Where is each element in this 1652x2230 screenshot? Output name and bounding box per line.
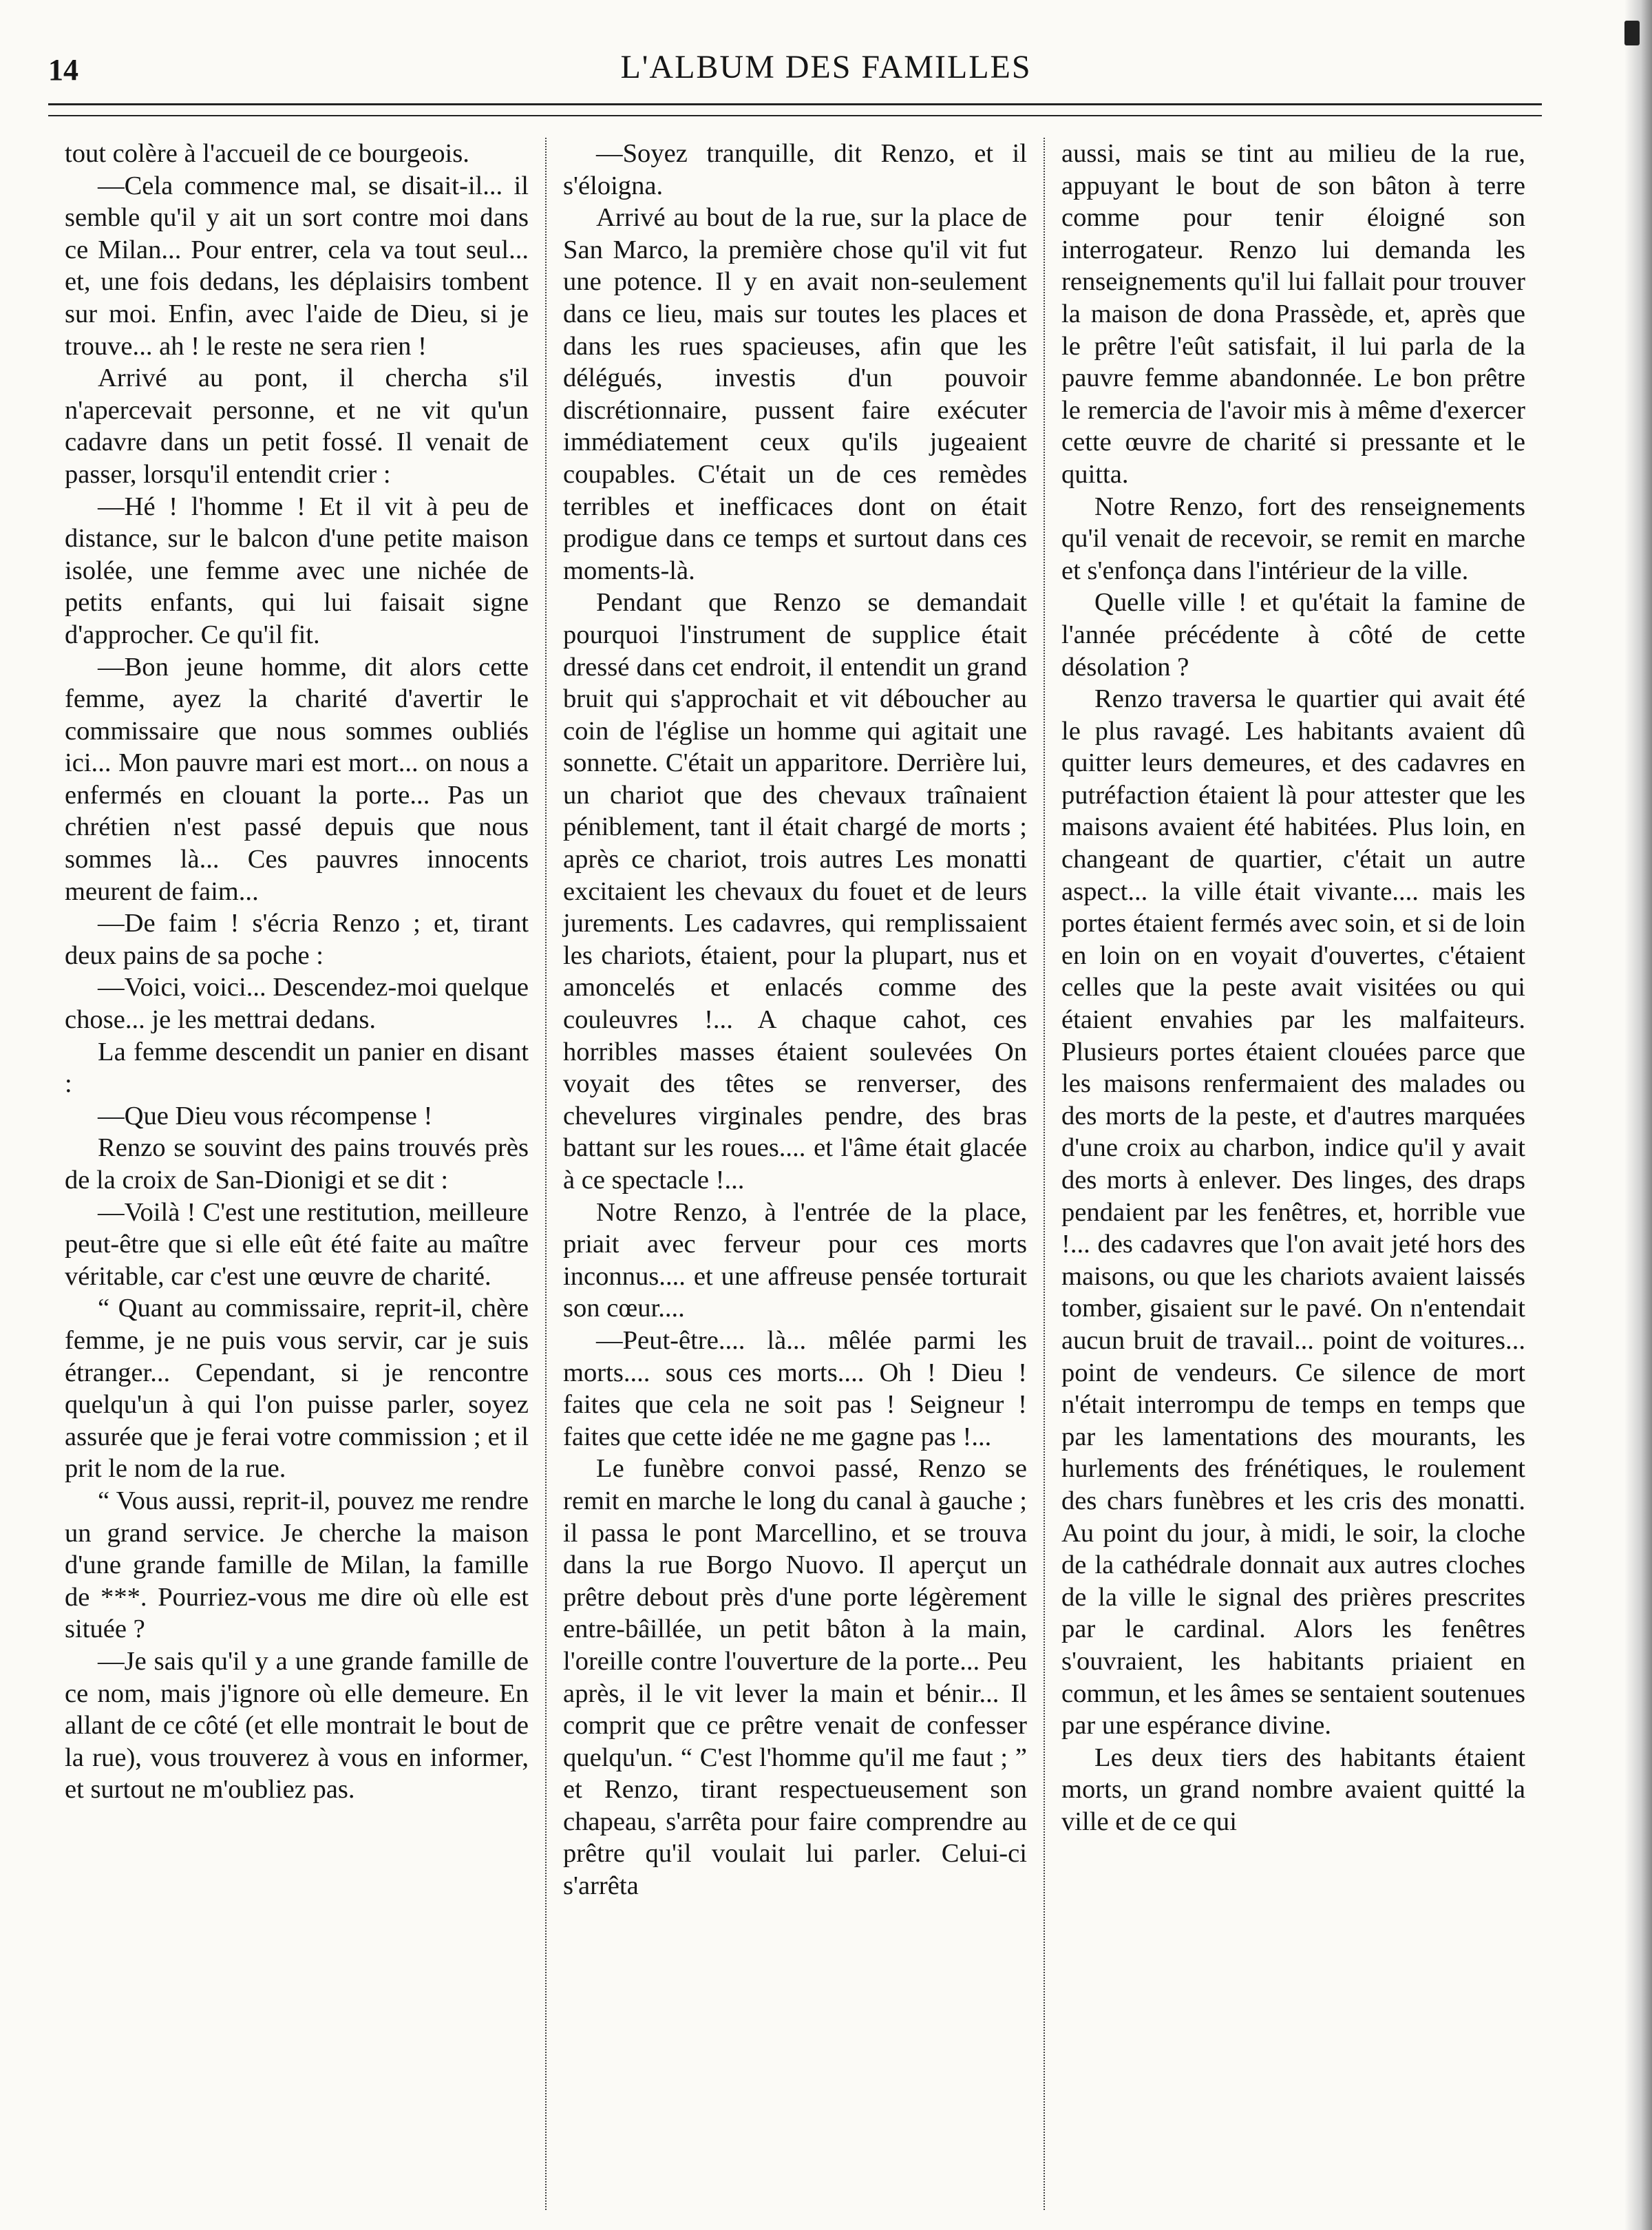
text-columns — [48, 138, 1542, 2210]
column-1 — [48, 138, 545, 2210]
paragraph: —Hé ! l'homme ! Et il vit à peu de distance, sur le balcon d'une petite maison isolée, une femme avec une nichée de petits enfants, qui lui faisait signe d'approcher. Ce qu'il fit. — [65, 492, 529, 649]
paragraph: La femme descendit un panier en disant : — [65, 1037, 529, 1099]
paragraph: —De faim ! s'écria Renzo ; et, tirant deux pains de sa poche : — [65, 909, 529, 970]
paragraph: Les deux tiers des habitants étaient morts, un grand nombre avaient quitté la ville et de ce qui — [1061, 1743, 1525, 1836]
paragraph: Arrivé au pont, il chercha s'il n'apercevait personne, et ne vit qu'un cadavre dans un petit fossé. Il venait de passer, lorsqu'il entendit crier : — [65, 364, 529, 489]
paragraph: Pendant que Renzo se demandait pourquoi l'instrument de supplice était dressé dans cet endroit, il entendit un grand bruit qui s'approchait et vit déboucher au coin de l'église un homme qui agitait une sonnette. C'était un apparitore. Derrière lui, un chariot que des chevaux traînaient péniblement, tant il était chargé de morts ; après ce chariot, trois autres Les monatti excitaient les chevaux du fouet et de leurs jurements. Les cadavres, qui remplissaient les chariots, étaient, pour la plupart, nus et amoncelés et enlacés comme des couleuvres !... A chaque cahot, ces horribles masses étaient soulevées On voyait des têtes se renverser, des chevelures virginales pendre, des bras battant sur les roues.... et l'âme était glacée à ce spectacle !... — [563, 588, 1027, 1195]
page-binding-edge — [1624, 0, 1652, 2230]
paragraph: —Voilà ! C'est une restitution, meilleure peut-être que si elle eût été faite au maître véritable, car c'est une œuvre de charité. — [65, 1197, 529, 1291]
paragraph: —Cela commence mal, se disait-il... il semble qu'il y ait un sort contre moi dans ce Milan... Pour entrer, cela va tout seul... et, une fois dedans, les déplaisirs tombent sur moi. Enfin, avec l'aide de Dieu, si je trouve... ah ! le reste ne sera rien ! — [65, 171, 529, 361]
header-rule — [48, 103, 1542, 116]
paragraph: —Soyez tranquille, dit Renzo, et il s'éloigna. — [563, 139, 1027, 200]
paragraph: —Que Dieu vous récompense ! — [98, 1101, 433, 1130]
paragraph: Le funèbre convoi passé, Renzo se remit en marche le long du canal à gauche ; il passa le pont Marcellino, et se trouva dans la rue Borgo Nuovo. Il aperçut un prêtre debout près d'une porte légèrement entre-bâillée, un petit bâton à la main, l'oreille contre l'ouverture de la porte... Peu après, il le vit lever la main et bénir... Il comprit que ce prêtre venait de confesser quelqu'un. “ C'est l'homme qu'il me faut ; ” et Renzo, tirant respectueusement son chapeau, s'arrêta pour faire comprendre au prêtre qu'il voulait lui parler. Celui-ci s'arrêta — [563, 1454, 1027, 1901]
paragraph: —Voici, voici... Descendez-moi quelque chose... je les mettrai dedans. — [65, 973, 529, 1035]
binding-mark — [1624, 21, 1640, 45]
paragraph: Quelle ville ! et qu'était la famine de l'année précédente à côté de cette désolation ? — [1061, 588, 1525, 682]
paragraph: —Je sais qu'il y a une grande famille de ce nom, mais j'ignore où elle demeure. En allant de ce côté (et elle montrait le bout de la rue), vous trouverez à vous en informer, et surtout ne m'oubliez pas. — [65, 1646, 529, 1805]
paragraph: tout colère à l'accueil de ce bourgeois. — [65, 139, 469, 168]
column-3 — [1044, 138, 1542, 2210]
paragraph: Renzo se souvint des pains trouvés près de la croix de San-Dionigi et se dit : — [65, 1133, 529, 1195]
paragraph: “ Vous aussi, reprit-il, pouvez me rendre un grand service. Je cherche la maison d'une grande famille de Milan, la famille de ***. Pourriez-vous me dire où elle est située ? — [65, 1486, 529, 1644]
paragraph: Notre Renzo, fort des renseignements qu'il venait de recevoir, se remit en marche et s'enfonça dans l'intérieur de la ville. — [1061, 492, 1525, 585]
paragraph: —Peut-être.... là... mêlée parmi les morts.... sous ces morts.... Oh ! Dieu ! faites que cela ne soit pas ! Seigneur ! faites que cette idée ne me gagne pas !... — [563, 1325, 1027, 1451]
paragraph: aussi, mais se tint au milieu de la rue, appuyant le bout de son bâton à terre comme pour tenir éloigné son interrogateur. Renzo lui demanda les renseignements qu'il lui fallait pour trouver la maison de dona Prassède, et, après que le prêtre l'eût satisfait, il lui parla de la pauvre femme abandonnée. Le bon prêtre le remercia de l'avoir mis à même d'exercer cette œuvre de charité si pressante et le quitta. — [1061, 139, 1525, 489]
paragraph: —Bon jeune homme, dit alors cette femme, ayez la charité d'avertir le commissaire que nous sommes oubliés ici... Mon pauvre mari est mort... on nous a enfermés en clouant la porte... Pas un chrétien n'est passé depuis que nous sommes là... Ces pauvres innocents meurent de faim... — [65, 652, 529, 906]
paragraph: “ Quant au commissaire, reprit-il, chère femme, je ne puis vous servir, car je suis étranger... Cependant, si je rencontre quelqu'un à qui l'on puisse parler, soyez assurée que je ferai votre commission ; et il prit le nom de la rue. — [65, 1294, 529, 1484]
journal-title: L'ALBUM DES FAMILLES — [620, 49, 1032, 85]
column-2 — [545, 138, 1044, 2210]
page-number: 14 — [48, 53, 78, 87]
paragraph: Arrivé au bout de la rue, sur la place de San Marco, la première chose qu'il vit fut une potence. Il y en avait non-seulement dans ce lieu, mais sur toutes les places et dans les rues spacieuses, afin que les délégués, investis d'un pouvoir discrétionnaire, pussent faire exécuter immédiatement ceux qu'ils jugeaient coupables. C'était un de ces remèdes terribles et inefficaces dont on était prodigue dans ce temps et surtout dans ces moments-là. — [563, 203, 1027, 585]
paragraph: Renzo traversa le quartier qui avait été le plus ravagé. Les habitants avaient dû quitter leurs demeures, et des cadavres en putréfaction étaient là pour attester que les maisons avaient été habitées. Plus loin, en changeant de quartier, c'était un autre aspect... la ville était vivante.... mais les portes étaient fermés avec soin, et si de loin en loin on en voyait d'ouvertes, c'étaient celles que la peste avait visitées ou qui étaient envahies par les malfaiteurs. Plusieurs portes étaient clouées parce que les maisons renfermaient des malades ou des morts de la peste, et d'autres marquées d'une croix au charbon, indice qu'il y avait des morts à enlever. Des linges, des draps pendaient par les fenêtres, et, horrible vue !... des cadavres que l'on avait jeté hors des maisons, ou que les chariots avaient laissés tomber, gisaient sur le pavé. On n'entendait aucun bruit de travail... point de voitures... point de vendeurs. Ce silence de mort n'était interrompu de temps en temps que par les lamentations des mourants, les hurlements des frénétiques, le roulement des chars funèbres et les cris des monatti. Au point du jour, à midi, le soir, la cloche de la cathédrale donnait aux autres cloches de la ville le signal des prières prescrites par le cardinal. Alors les fenêtres s'ouvraient, les habitants priaient en commun, et les âmes se sentaient soutenues par une espérance divine. — [1061, 684, 1525, 1740]
paragraph: Notre Renzo, à l'entrée de la place, priait avec ferveur pour ces morts inconnus.... et une affreuse pensée torturait son cœur.... — [563, 1197, 1027, 1323]
